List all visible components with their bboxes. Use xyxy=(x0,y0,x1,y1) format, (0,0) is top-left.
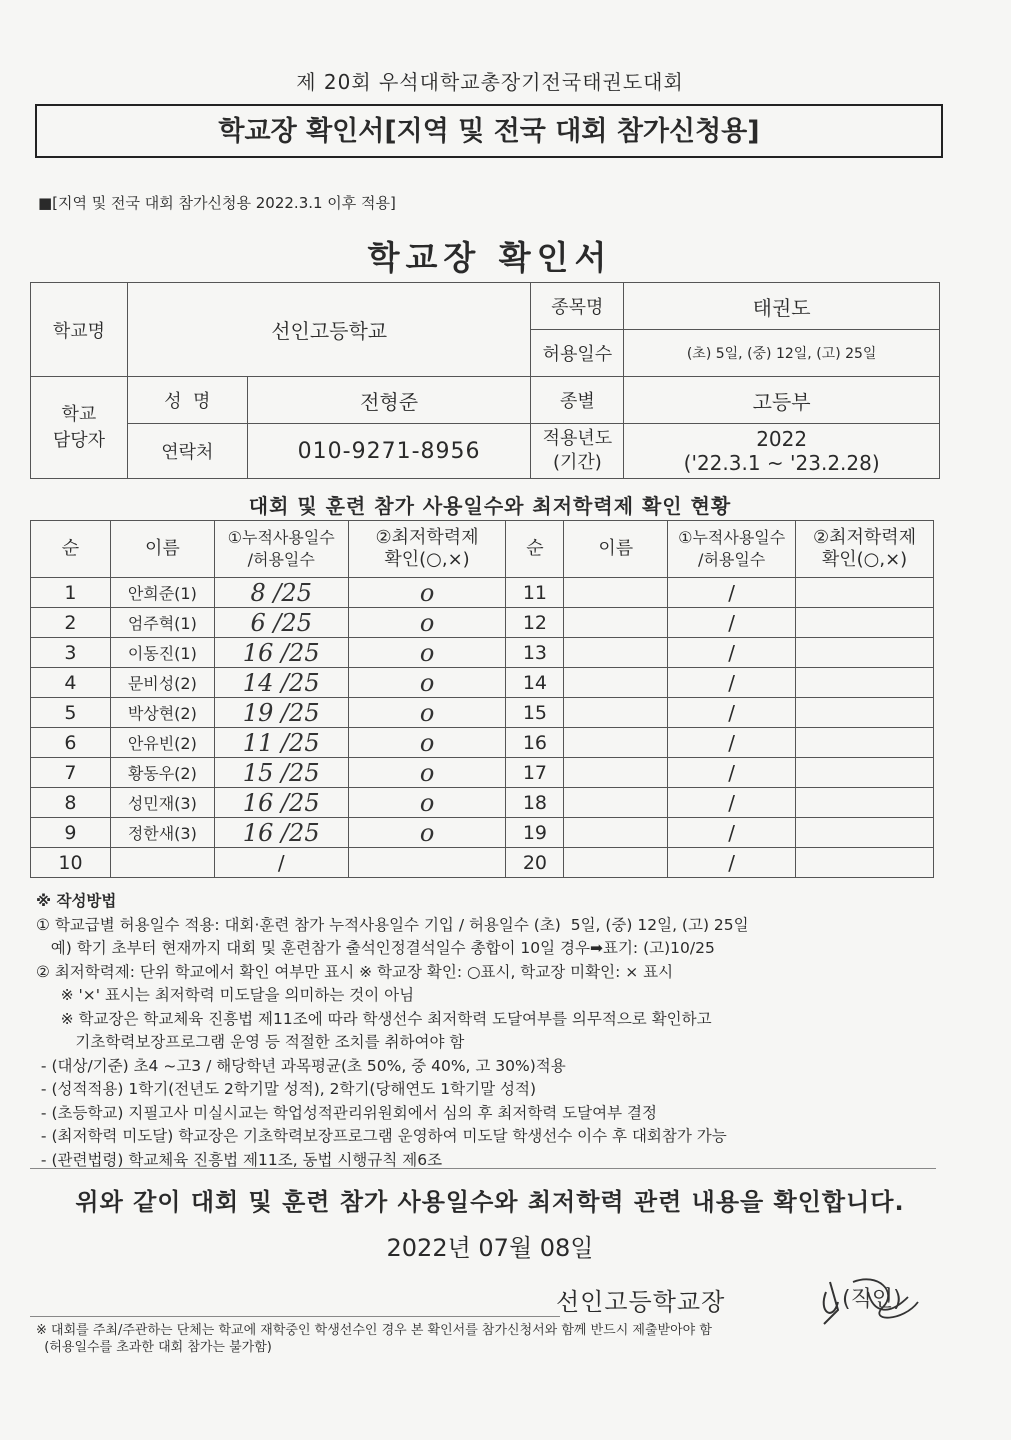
instruction-line: - (성적적용) 1학기(전년도 2학기말 성적), 2학기(당해연도 1학기말 성적) xyxy=(36,1080,536,1098)
roster-check: o xyxy=(348,758,506,788)
roster-no: 6 xyxy=(31,728,111,758)
roster-days-2: / xyxy=(668,668,796,698)
roster-check-2 xyxy=(796,698,934,728)
roster-no: 3 xyxy=(31,638,111,668)
signature-seal-text: (직인) xyxy=(842,1287,902,1312)
roster-check-2 xyxy=(796,818,934,848)
footer-note xyxy=(36,1322,712,1356)
roster-check-2 xyxy=(796,608,934,638)
event-title: 제 20회 우석대학교총장기전국태권도대회 xyxy=(296,70,684,94)
roster-days: / xyxy=(214,848,348,878)
roster-name-2 xyxy=(564,698,668,728)
table-row xyxy=(31,668,934,698)
roster-check: o xyxy=(348,638,506,668)
roster-days: 11 /25 xyxy=(214,728,348,758)
roster-table xyxy=(30,520,934,878)
roster-days-2: / xyxy=(668,788,796,818)
roster-name: 엄주혁(1) xyxy=(110,608,214,638)
roster-days: 8 /25 xyxy=(214,578,348,608)
roster-check: o xyxy=(348,818,506,848)
footer-line-1: ※ 대회를 주최/주관하는 단체는 학교에 재학중인 학생선수인 경우 본 확인서를 참가신청서와 함께 반드시 제출받아야 함 xyxy=(36,1323,712,1338)
roster-check-2 xyxy=(796,848,934,878)
roster-check: o xyxy=(348,578,506,608)
table-row xyxy=(31,698,934,728)
instruction-line: - (관련법령) 학교체육 진흥법 제11조, 동법 시행규칙 제6조 xyxy=(36,1150,443,1169)
manager-label: 학교 담당자 xyxy=(31,377,128,479)
divider xyxy=(30,1168,936,1169)
table-row xyxy=(31,848,934,878)
roster-days: 16 /25 xyxy=(214,818,348,848)
roster-no: 1 xyxy=(31,578,111,608)
roster-name: 이동진(1) xyxy=(110,638,214,668)
roster-name: 문비성(2) xyxy=(110,668,214,698)
instructions xyxy=(36,890,936,1172)
roster-name-2 xyxy=(564,608,668,638)
roster-section-title: 대회 및 훈련 참가 사용일수와 최저학력제 확인 현황 xyxy=(248,494,732,518)
roster-check-2 xyxy=(796,758,934,788)
header-no: 순 xyxy=(31,521,111,578)
roster-check-2 xyxy=(796,668,934,698)
roster-no: 5 xyxy=(31,698,111,728)
roster-no-2: 16 xyxy=(506,728,564,758)
roster-name-2 xyxy=(564,578,668,608)
roster-check-2 xyxy=(796,728,934,758)
roster-days: 16 /25 xyxy=(214,638,348,668)
sport-label: 종목명 xyxy=(531,283,624,330)
roster-check: o xyxy=(348,698,506,728)
roster-days-2: / xyxy=(668,578,796,608)
instruction-line: ※ 학교장은 학교체육 진흥법 제11조에 따라 학생선수 최저학력 도달여부를 의무적으로 확인하고 xyxy=(36,1009,712,1028)
issue-date: 2022년 07월 08일 xyxy=(386,1234,594,1262)
roster-no-2: 20 xyxy=(506,848,564,878)
roster-days-2: / xyxy=(668,848,796,878)
header-check-2: ②최저학력제 확인(○,×) xyxy=(796,521,934,578)
roster-name: 박상현(2) xyxy=(110,698,214,728)
name-value: 전형준 xyxy=(247,377,531,424)
roster-days-2: / xyxy=(668,758,796,788)
header-days: ①누적사용일수 /허용일수 xyxy=(214,521,348,578)
roster-no: 10 xyxy=(31,848,111,878)
roster-check-2 xyxy=(796,788,934,818)
roster-name-2 xyxy=(564,848,668,878)
roster-name: 안희준(1) xyxy=(110,578,214,608)
roster-no-2: 11 xyxy=(506,578,564,608)
instruction-line: - (초등학교) 지필고사 미실시교는 학업성적관리위원회에서 심의 후 최저학력 도달여부 결정 xyxy=(36,1103,657,1122)
roster-no: 7 xyxy=(31,758,111,788)
roster-days-2: / xyxy=(668,608,796,638)
roster-name: 안유빈(2) xyxy=(110,728,214,758)
roster-days: 14 /25 xyxy=(214,668,348,698)
roster-days-2: / xyxy=(668,638,796,668)
roster-no: 9 xyxy=(31,818,111,848)
table-row xyxy=(31,728,934,758)
instruction-line: 예) 학기 초부터 현재까지 대회 및 훈련참가 출석인정결석일수 총합이 10일 경우➡표기: (고)10/25 xyxy=(36,939,715,957)
instructions-heading: ※ 작성방법 xyxy=(36,892,117,910)
allowed-days-value: (초) 5일, (중) 12일, (고) 25일 xyxy=(624,330,940,377)
roster-name-2 xyxy=(564,638,668,668)
roster-check-2 xyxy=(796,578,934,608)
table-row xyxy=(31,608,934,638)
roster-check: o xyxy=(348,728,506,758)
contact-value: 010-9271-8956 xyxy=(247,424,531,479)
roster-check xyxy=(348,848,506,878)
roster-no-2: 15 xyxy=(506,698,564,728)
applicability-note: ■[지역 및 전국 대회 참가신청용 2022.3.1 이후 적용] xyxy=(38,194,396,212)
roster-name: 황동우(2) xyxy=(110,758,214,788)
division-value: 고등부 xyxy=(624,377,940,424)
roster-name-2 xyxy=(564,728,668,758)
header-days-2: ①누적사용일수 /허용일수 xyxy=(668,521,796,578)
info-table xyxy=(30,282,940,479)
banner-title: 학교장 확인서[지역 및 전국 대회 참가신청용] xyxy=(35,104,943,158)
name-label: 성 명 xyxy=(127,377,247,424)
period-cell xyxy=(624,424,940,479)
roster-no: 4 xyxy=(31,668,111,698)
table-row xyxy=(31,758,934,788)
principal-name: 선인고등학교장 xyxy=(556,1288,726,1316)
signature-seal-icon xyxy=(808,1262,938,1332)
school-label: 학교명 xyxy=(31,283,128,377)
roster-check: o xyxy=(348,608,506,638)
period-label: 적용년도 (기간) xyxy=(531,424,624,479)
roster-no-2: 12 xyxy=(506,608,564,638)
sport-value: 태권도 xyxy=(624,283,940,330)
period-value: ('22.3.1 ~ '23.2.28) xyxy=(683,451,880,475)
roster-days-2: / xyxy=(668,698,796,728)
header-name-2: 이름 xyxy=(564,521,668,578)
table-row xyxy=(31,578,934,608)
division-label: 종별 xyxy=(531,377,624,424)
roster-days: 15 /25 xyxy=(214,758,348,788)
table-row xyxy=(31,788,934,818)
roster-no-2: 18 xyxy=(506,788,564,818)
roster-check: o xyxy=(348,788,506,818)
header-name: 이름 xyxy=(110,521,214,578)
roster-name: 정한새(3) xyxy=(110,818,214,848)
roster-no-2: 17 xyxy=(506,758,564,788)
school-value: 선인고등학교 xyxy=(127,283,531,377)
instruction-line: - (최저학력 미도달) 학교장은 기초학력보장프로그램 운영하여 미도달 학생선수 이수 후 대회참가 가능 xyxy=(36,1127,727,1145)
table-row xyxy=(31,638,934,668)
instruction-line: ※ '×' 표시는 최저학력 미도달을 의미하는 것이 아님 xyxy=(36,986,415,1004)
roster-check-2 xyxy=(796,638,934,668)
roster-name-2 xyxy=(564,668,668,698)
roster-no: 8 xyxy=(31,788,111,818)
confirmation-statement: 위와 같이 대회 및 훈련 참가 사용일수와 최저학력 관련 내용을 확인합니다. xyxy=(75,1188,905,1216)
roster-days: 19 /25 xyxy=(214,698,348,728)
table-row xyxy=(31,818,934,848)
roster-days-2: / xyxy=(668,728,796,758)
roster-check: o xyxy=(348,668,506,698)
document-title: 학교장 확인서 xyxy=(367,238,613,277)
roster-no-2: 14 xyxy=(506,668,564,698)
roster-days: 16 /25 xyxy=(214,788,348,818)
footer-divider xyxy=(30,1316,560,1317)
instruction-line: 기초학력보장프로그램 운영 등 적절한 조치를 취하여야 함 xyxy=(36,1033,465,1051)
roster-days-2: / xyxy=(668,818,796,848)
header-check: ②최저학력제 확인(○,×) xyxy=(348,521,506,578)
allowed-days-label: 허용일수 xyxy=(531,330,624,377)
header-no-2: 순 xyxy=(506,521,564,578)
roster-name-2 xyxy=(564,758,668,788)
contact-label: 연락처 xyxy=(127,424,247,479)
instruction-line: ① 학교급별 허용일수 적용: 대회·훈련 참가 누적사용일수 기입 / 허용일수 (초) 5일, (중) 12일, (고) 25일 xyxy=(36,915,749,934)
roster-no-2: 19 xyxy=(506,818,564,848)
instruction-line: - (대상/기준) 초4 ~고3 / 해당학년 과목평균(초 50%, 중 40%, 고 30%)적용 xyxy=(36,1056,566,1075)
roster-name: 성민재(3) xyxy=(110,788,214,818)
year-value: 2022 xyxy=(756,427,808,451)
instruction-line: ② 최저학력제: 단위 학교에서 확인 여부만 표시 ※ 학교장 확인: ○표시, 학교장 미확인: × 표시 xyxy=(36,962,674,981)
roster-days: 6 /25 xyxy=(214,608,348,638)
footer-line-2: (허용일수를 초과한 대회 참가는 불가함) xyxy=(36,1340,272,1355)
roster-name xyxy=(110,848,214,878)
roster-name-2 xyxy=(564,788,668,818)
roster-no-2: 13 xyxy=(506,638,564,668)
roster-name-2 xyxy=(564,818,668,848)
roster-no: 2 xyxy=(31,608,111,638)
